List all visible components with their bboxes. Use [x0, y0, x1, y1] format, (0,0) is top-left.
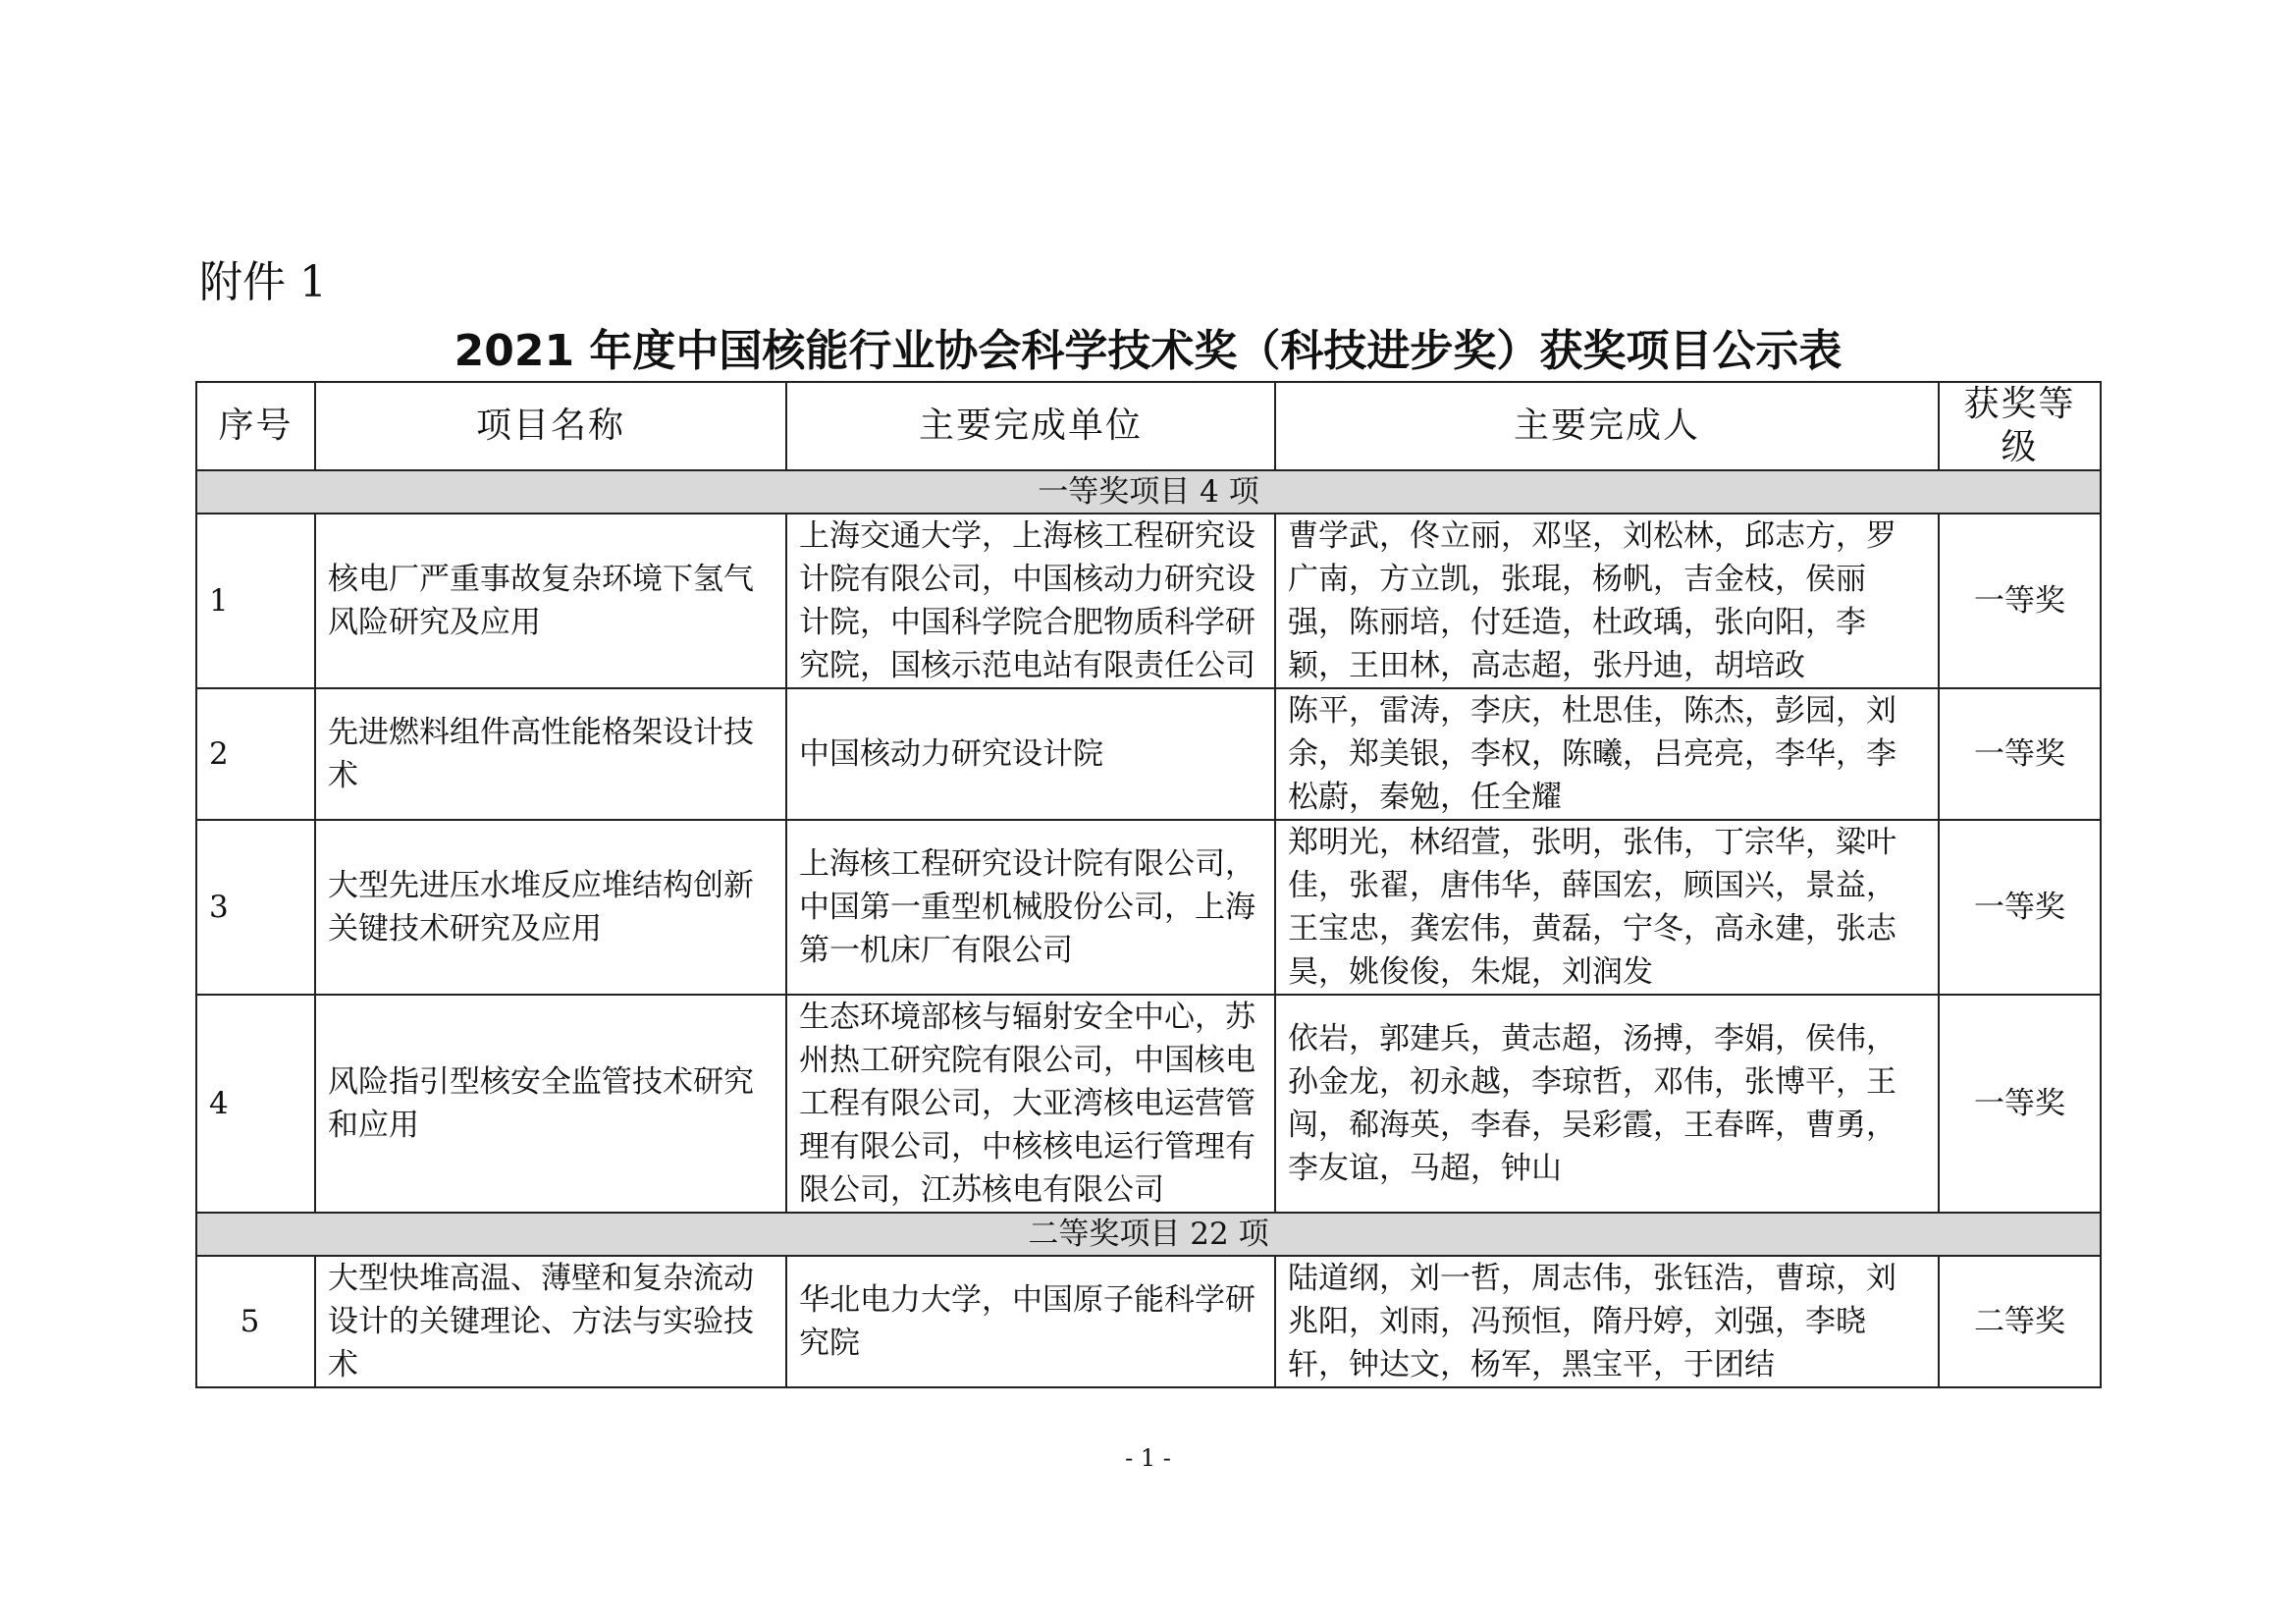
row-no: 1: [196, 514, 315, 688]
row-no: 2: [196, 688, 315, 820]
row-people: 曹学武，佟立丽，邓坚，刘松林，邱志方，罗广南，方立凯，张琨，杨帆，吉金枝，侯丽强，陈丽培，付廷造，杜政瑀，张向阳，李颖，王田林，高志超，张丹迪，胡培政: [1275, 514, 1939, 688]
row-people: 依岩，郭建兵，黄志超，汤搏，李娟，侯伟，孙金龙，初永越，李琼哲，邓伟，张博平，王闯，郗海英，李春，吴彩霞，王春晖，曹勇，李友谊，马超，钟山: [1275, 995, 1939, 1213]
row-units: 生态环境部核与辐射安全中心，苏州热工研究院有限公司，中国核电工程有限公司，大亚湾核电运营管理有限公司，中核核电运行管理有限公司，江苏核电有限公司: [786, 995, 1275, 1213]
table-row: [196, 688, 2101, 820]
row-no: 4: [196, 995, 315, 1213]
row-units: 上海交通大学，上海核工程研究设计院有限公司，中国核动力研究设计院，中国科学院合肥物质科学研究院，国核示范电站有限责任公司: [786, 514, 1275, 688]
section-label: 二等奖项目 22 项: [196, 1213, 2101, 1256]
attachment-label: 附件 1: [199, 257, 327, 307]
row-project: 大型快堆高温、薄壁和复杂流动设计的关键理论、方法与实验技术: [315, 1256, 786, 1387]
header-people: 主要完成人: [1275, 382, 1939, 470]
section-row: [196, 1213, 2101, 1256]
page-number: - 1 -: [1125, 1444, 1171, 1472]
section-label: 一等奖项目 4 项: [196, 470, 2101, 514]
row-units: 华北电力大学，中国原子能科学研究院: [786, 1256, 1275, 1387]
row-project: 风险指引型核安全监管技术研究和应用: [315, 995, 786, 1213]
row-people: 郑明光，林绍萱，张明，张伟，丁宗华，粱叶佳，张翟，唐伟华，薛国宏，顾国兴，景益，王宝忠，龚宏伟，黄磊，宁冬，高永建，张志昊，姚俊俊，朱焜，刘润发: [1275, 820, 1939, 995]
row-people: 陆道纲，刘一哲，周志伟，张钰浩，曹琼，刘兆阳，刘雨，冯预恒，隋丹婷，刘强，李晓轩，钟达文，杨军，黑宝平，于团结: [1275, 1256, 1939, 1387]
row-project: 先进燃料组件高性能格架设计技术: [315, 688, 786, 820]
row-level: 二等奖: [1939, 1256, 2101, 1387]
row-project: 大型先进压水堆反应堆结构创新关键技术研究及应用: [315, 820, 786, 995]
row-people: 陈平，雷涛，李庆，杜思佳，陈杰，彭园，刘余，郑美银，李权，陈曦，吕亮亮，李华，李松蔚，秦勉，任全耀: [1275, 688, 1939, 820]
header-units: 主要完成单位: [786, 382, 1275, 470]
header-project: 项目名称: [315, 382, 786, 470]
row-level: 一等奖: [1939, 688, 2101, 820]
page-title: 2021 年度中国核能行业协会科学技术奖（科技进步奖）获奖项目公示表: [454, 326, 1842, 376]
awards-table: [195, 381, 2102, 1388]
table-header-row: [196, 382, 2101, 470]
header-level: 获奖等级: [1939, 382, 2101, 470]
table-row: [196, 820, 2101, 995]
row-no: 3: [196, 820, 315, 995]
row-no: 5: [196, 1256, 315, 1387]
table-row: [196, 995, 2101, 1213]
row-level: 一等奖: [1939, 514, 2101, 688]
section-row: [196, 470, 2101, 514]
table-row: [196, 514, 2101, 688]
row-units: 中国核动力研究设计院: [786, 688, 1275, 820]
row-project: 核电厂严重事故复杂环境下氢气风险研究及应用: [315, 514, 786, 688]
row-level: 一等奖: [1939, 995, 2101, 1213]
table-row: [196, 1256, 2101, 1387]
row-units: 上海核工程研究设计院有限公司，中国第一重型机械股份公司，上海第一机床厂有限公司: [786, 820, 1275, 995]
row-level: 一等奖: [1939, 820, 2101, 995]
header-no: 序号: [196, 382, 315, 470]
